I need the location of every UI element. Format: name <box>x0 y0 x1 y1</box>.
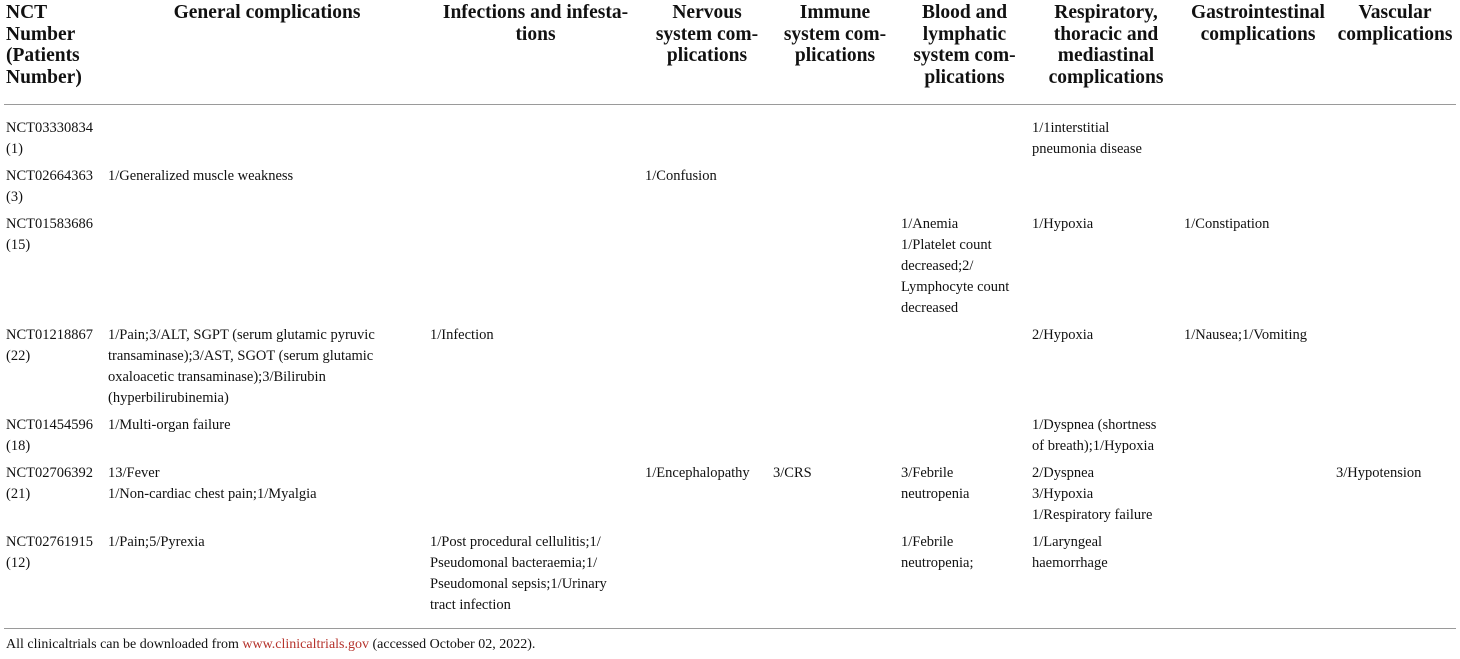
table-row <box>4 214 1456 325</box>
header-respiratory: Respiratory, thoracic and mediastinal complications <box>1030 0 1182 104</box>
table-cell: 2/Hypoxia <box>1032 326 1094 343</box>
table-cell <box>106 214 428 325</box>
table-cell <box>643 325 771 415</box>
table-cell <box>1334 415 1456 463</box>
table-cell <box>771 166 899 214</box>
table-row <box>4 532 1456 629</box>
table-cell: 1/Multi-organ failure <box>108 416 231 433</box>
table-cell <box>1182 166 1334 214</box>
table-cell: 1/Pain;3/ALT, SGPT (serum glutamic pyruvic transaminase);3/AST, SGOT (serum glutamic oxaloacetic transaminase);3/Bilirubin (hyperbilirubinemia) <box>108 326 375 406</box>
table-cell: 1/Hypoxia <box>1032 215 1094 232</box>
table-cell <box>643 532 771 629</box>
table-cell: 1/Encephalopathy <box>645 464 750 481</box>
table-cell <box>771 532 899 629</box>
table-cell <box>1182 532 1334 629</box>
table-row <box>4 415 1456 463</box>
nct-number-cell: NCT03330834 (1) <box>6 119 93 157</box>
header-row <box>4 0 1456 104</box>
table-cell: 1/Anemia 1/Platelet count decreased;2/ Lymphocyte count decreased <box>901 215 1010 316</box>
header-nct-number: NCT Number (Patients Number) <box>4 0 106 104</box>
table-cell <box>771 415 899 463</box>
table-cell <box>428 214 643 325</box>
table-cell <box>899 415 1030 463</box>
table-cell: 1/Post procedural cellulitis;1/ Pseudomonal bacteraemia;1/ Pseudomonal sepsis;1/Urinary tract infection <box>428 532 643 629</box>
complications-table <box>4 0 1456 629</box>
table-cell <box>1334 166 1456 214</box>
table-cell: 1/1interstitial pneumonia disease <box>1032 119 1142 157</box>
table-cell <box>899 166 1030 214</box>
table-cell <box>1182 415 1334 463</box>
table-row <box>4 104 1456 166</box>
table-row <box>4 325 1456 415</box>
table-cell <box>428 104 643 166</box>
table-row <box>4 166 1456 214</box>
table-cell <box>1334 532 1456 629</box>
table-cell <box>771 325 899 415</box>
table-cell <box>899 104 1030 166</box>
table-cell: 1/Nausea;1/Vomiting <box>1184 326 1307 343</box>
table-cell <box>1334 214 1456 325</box>
header-nervous: Nervous system com-plications <box>643 0 771 104</box>
nct-number-cell: NCT02761915 (12) <box>4 532 106 629</box>
table-cell <box>771 214 899 325</box>
nct-number-cell: NCT02706392 (21) <box>6 464 93 502</box>
header-gastrointestinal: Gastrointestinal complications <box>1182 0 1334 104</box>
table-cell <box>428 415 643 463</box>
table-cell: 3/Hypotension <box>1336 464 1422 481</box>
nct-number-cell: NCT02664363 (3) <box>6 167 93 205</box>
header-general: General complications <box>106 0 428 104</box>
table-cell: 1/Constipation <box>1184 215 1270 232</box>
nct-number-cell: NCT01218867 (22) <box>6 326 93 364</box>
clinicaltrials-link[interactable]: www.clinicaltrials.gov <box>242 637 369 652</box>
table-cell <box>1334 325 1456 415</box>
table-cell: 2/Dyspnea 3/Hypoxia 1/Respiratory failure <box>1032 464 1153 523</box>
table-cell <box>771 104 899 166</box>
table-cell: 1/Laryngeal haemorrhage <box>1030 532 1182 629</box>
table-cell: 1/Dyspnea (shortness of breath);1/Hypoxia <box>1032 416 1157 454</box>
nct-number-cell: NCT01454596 (18) <box>6 416 93 454</box>
table-cell <box>643 104 771 166</box>
table-cell <box>428 166 643 214</box>
table-cell <box>643 415 771 463</box>
footnote <box>6 636 535 654</box>
table-cell <box>106 104 428 166</box>
header-immune: Immune system com-plications <box>771 0 899 104</box>
footnote-suffix: (accessed October 02, 2022). <box>369 637 536 652</box>
table-cell: 1/Infection <box>430 326 494 343</box>
table-cell <box>1182 104 1334 166</box>
table-cell: 1/Pain;5/Pyrexia <box>106 532 428 629</box>
table-cell: 3/Febrile neutropenia <box>901 464 970 502</box>
table-cell: 1/Febrile neutropenia; <box>899 532 1030 629</box>
table-cell <box>1182 463 1334 532</box>
table-cell <box>428 463 643 532</box>
table-cell <box>1030 166 1182 214</box>
table-cell: 1/Confusion <box>645 167 717 184</box>
table-row <box>4 463 1456 532</box>
table-cell: 1/Generalized muscle weakness <box>108 167 294 184</box>
table-cell: 13/Fever 1/Non-cardiac chest pain;1/Myalgia <box>108 464 317 502</box>
table-cell <box>643 214 771 325</box>
table-cell <box>1334 104 1456 166</box>
table-cell: 3/CRS <box>773 464 812 481</box>
header-infections: Infections and infesta-tions <box>428 0 643 104</box>
table-cell <box>899 325 1030 415</box>
nct-number-cell: NCT01583686 (15) <box>6 215 93 253</box>
header-vascular: Vascular complications <box>1334 0 1456 104</box>
footnote-prefix: All clinicaltrials can be downloaded from <box>6 637 243 652</box>
header-blood: Blood and lymphatic system com-plications <box>899 0 1030 104</box>
